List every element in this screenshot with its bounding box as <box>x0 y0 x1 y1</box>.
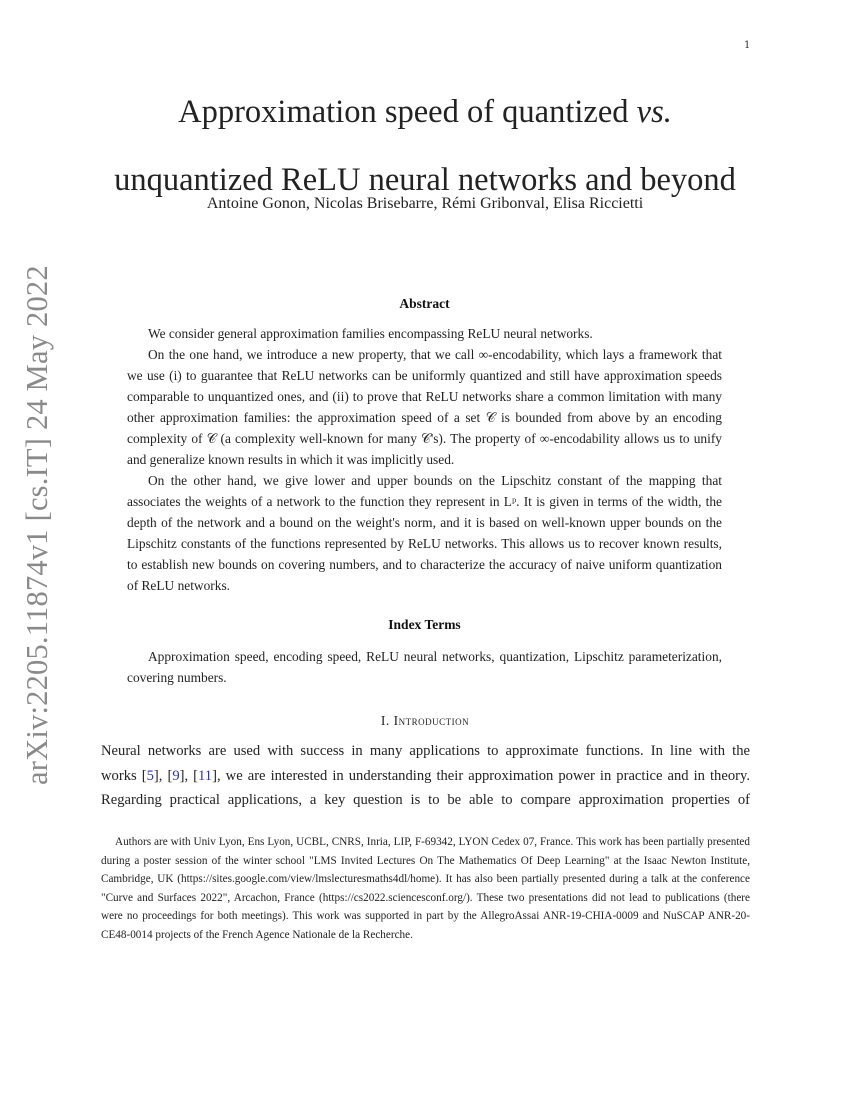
page-number: 1 <box>744 40 751 51</box>
citation-link[interactable]: 9 <box>172 767 180 784</box>
abstract-paragraph: We consider general approximation families encompassing ReLU neural networks. <box>148 326 593 341</box>
author-list: Antoine Gonon, Nicolas Brisebarre, Rémi Gribonval, Elisa Riccietti <box>206 195 644 212</box>
intro-line: works [5], [9], [11], we are interested in understanding their approximation power in practice and in theory. <box>101 767 750 784</box>
arxiv-identifier-stamp: arXiv:2205.11874v1 [cs.IT] 24 May 2022 <box>20 265 54 785</box>
intro-line: Neural networks are used with success in many applications to approximate functions. In line with the <box>101 743 750 759</box>
index-terms-body <box>127 646 722 688</box>
intro-line: Regarding practical applications, a key question is to be able to compare approximation properties of <box>101 792 750 808</box>
index-terms-heading: Index Terms <box>388 617 461 632</box>
footnote <box>101 833 750 944</box>
citation-link[interactable]: 5 <box>146 767 154 784</box>
introduction-heading: I. Introduction <box>380 713 470 728</box>
abstract-paragraph: On the other hand, we give lower and upper bounds on the Lipschitz constant of the mapping that associates the weights of a network to the function they represent in Lᵖ. It is given in terms of the width, the depth of the network and a bound on the weight's norm, and it is based on well-known upper bounds on the Lipschitz constants of the functions represented by ReLU networks. This allows us to recover known results, to establish new bounds on covering numbers, and to characterize the accuracy of naive uniform quantization of ReLU networks. <box>127 473 722 593</box>
abstract-heading: Abstract <box>399 296 450 311</box>
citation-link[interactable]: 11 <box>198 767 213 784</box>
footnote-text: Authors are with Univ Lyon, Ens Lyon, UCBL, CNRS, Inria, LIP, F-69342, LYON Cedex 07, France. This work has been partially presented during a poster session of the winter school "LMS Invited Lectures On The Mathematics Of Deep Learning" at the Isaac Newton Institute, Cambridge, UK (https://sites.google.com/view/lmslecturesmaths4dl/home). It has also been partially presented during a talk at the conference "Curve and Surfaces 2022", Arcachon, France (https://cs2022.sciencesconf.org/). These two presentations did not lead to publications (there were no proceedings for both meetings). This work was supported in part by the AllegroAssai ANR-19-CHIA-0009 and NuSCAP ANR-20-CE48-0014 projects of the French Agence Nationale de la Recherche. <box>101 836 750 941</box>
title-emphasis: vs. <box>636 94 672 130</box>
abstract-body <box>127 323 722 596</box>
introduction-body <box>101 739 750 813</box>
title-line-2: unquantized ReLU neural networks and beyond <box>114 162 736 198</box>
paper-title <box>60 78 790 214</box>
index-terms-text: Approximation speed, encoding speed, ReLU neural networks, quantization, Lipschitz parameterization, covering numbers. <box>127 649 722 685</box>
title-line-1: Approximation speed of quantized vs. <box>178 94 672 130</box>
abstract-paragraph: On the one hand, we introduce a new property, that we call ∞-encodability, which lays a framework that we use (i) to guarantee that ReLU networks can be uniformly quantized and still have approximation speeds comparable to unquantized ones, and (ii) to prove that ReLU networks share a common limitation with many other approximation families: the approximation speed of a set 𝒞 is bounded from above by an encoding complexity of 𝒞 (a complexity well-known for many 𝒞's). The property of ∞-encodability allows us to unify and generalize known results in which it was implicitly used. <box>127 347 722 467</box>
